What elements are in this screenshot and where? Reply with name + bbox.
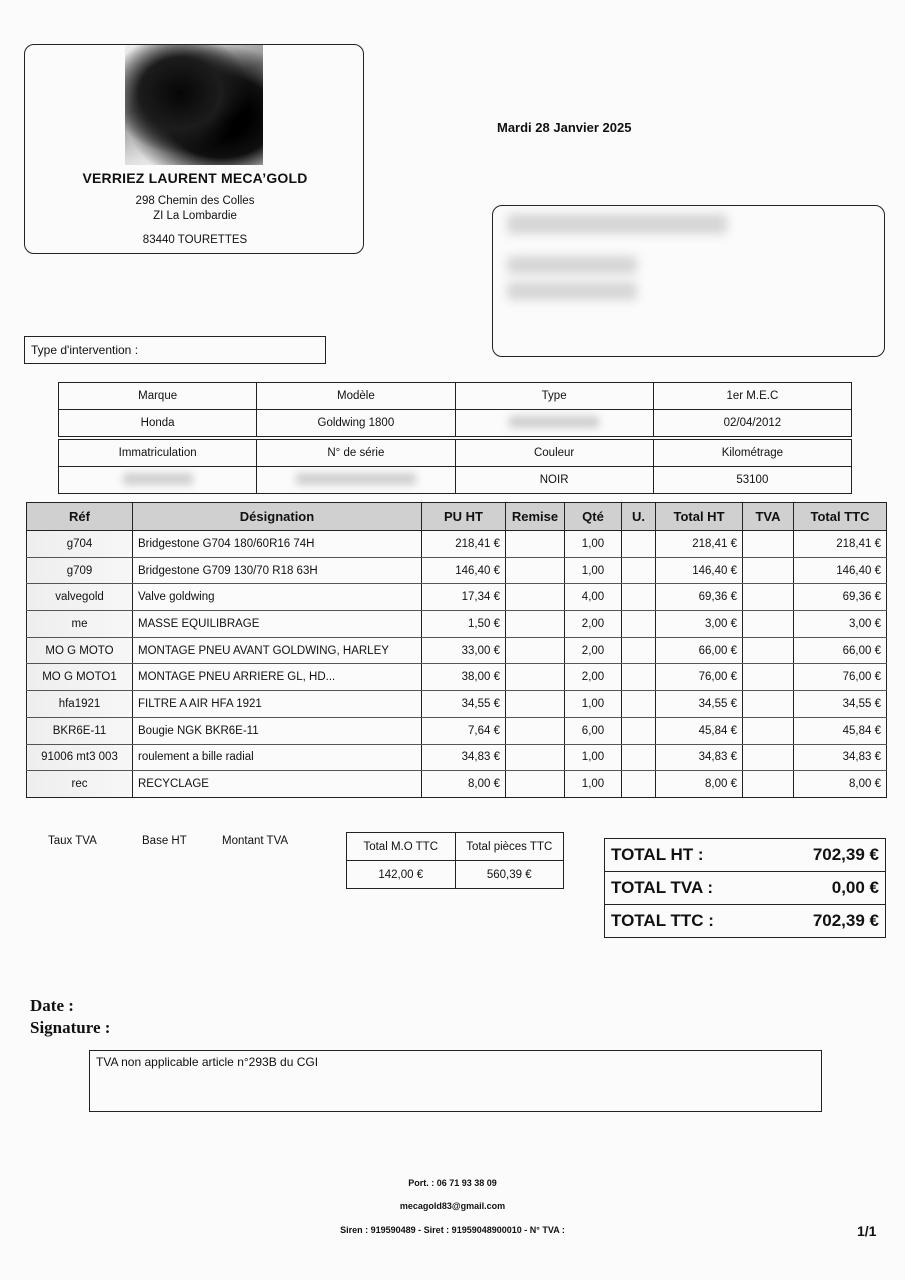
table-row — [27, 531, 887, 558]
cell-pu-ht: 8,00 € — [422, 771, 506, 798]
vehicle-value-serie — [257, 467, 455, 494]
cell-remise — [506, 637, 565, 664]
cell-remise — [506, 557, 565, 584]
cell-remise — [506, 717, 565, 744]
cell-total-ttc: 76,00 € — [794, 664, 887, 691]
intervention-type-field — [24, 336, 326, 364]
items-table — [26, 502, 887, 798]
vat-note-text: TVA non applicable article n°293B du CGI — [96, 1055, 319, 1069]
cell-remise — [506, 691, 565, 718]
immatriculation-redacted — [123, 473, 193, 485]
cell-pu-ht: 218,41 € — [422, 531, 506, 558]
cell-tva — [743, 584, 794, 611]
cell-tva — [743, 691, 794, 718]
cell-tva — [743, 717, 794, 744]
table-row — [27, 611, 887, 638]
cell-qte: 2,00 — [565, 664, 622, 691]
cell-designation: FILTRE A AIR HFA 1921 — [133, 691, 422, 718]
cell-pu-ht: 33,00 € — [422, 637, 506, 664]
cell-total-ht: 76,00 € — [656, 664, 743, 691]
col-header-pu-ht: PU HT — [422, 503, 506, 531]
vehicle-value-mec: 02/04/2012 — [653, 410, 851, 437]
cell-designation: RECYCLAGE — [133, 771, 422, 798]
cell-u — [622, 637, 656, 664]
cell-qte: 1,00 — [565, 744, 622, 771]
col-header-unit: U. — [622, 503, 656, 531]
cell-designation: Bougie NGK BKR6E-11 — [133, 717, 422, 744]
vehicle-table-2 — [58, 439, 852, 494]
total-ht-label: TOTAL HT : — [605, 839, 746, 872]
vehicle-type-redacted — [509, 416, 599, 428]
items-body — [27, 531, 887, 798]
cell-total-ht: 45,84 € — [656, 717, 743, 744]
document-date: Mardi 28 Janvier 2025 — [497, 120, 632, 135]
col-header-qte: Qté — [565, 503, 622, 531]
cell-u — [622, 584, 656, 611]
tva-rate-label: Taux TVA — [48, 835, 97, 847]
col-header-ref: Réf — [27, 503, 133, 531]
client-redacted-city — [507, 282, 637, 300]
subtotals-table — [346, 832, 564, 889]
company-address-line1: 298 Chemin des Colles — [135, 195, 255, 207]
cell-ref: hfa1921 — [27, 691, 133, 718]
cell-u — [622, 717, 656, 744]
footer-company-ids: Siren : 919590489 - Siret : 91959048900010 - N° TVA : — [340, 1225, 565, 1235]
table-row — [27, 744, 887, 771]
vat-note-box — [89, 1050, 822, 1112]
cell-remise — [506, 771, 565, 798]
cell-tva — [743, 637, 794, 664]
cell-designation: Bridgestone G704 180/60R16 74H — [133, 531, 422, 558]
cell-u — [622, 557, 656, 584]
cell-pu-ht: 17,34 € — [422, 584, 506, 611]
vehicle-value-immatriculation — [59, 467, 257, 494]
vehicle-header-kilometrage: Kilométrage — [653, 440, 851, 467]
company-address-line3: 83440 TOURETTES — [142, 234, 248, 246]
labour-total-label: Total M.O TTC — [347, 833, 456, 861]
vehicle-value-kilometrage: 53100 — [653, 467, 851, 494]
cell-pu-ht: 7,64 € — [422, 717, 506, 744]
table-row — [27, 664, 887, 691]
cell-tva — [743, 744, 794, 771]
company-address-line2: ZI La Lombardie — [153, 210, 237, 222]
cell-total-ttc: 3,00 € — [794, 611, 887, 638]
table-row — [27, 771, 887, 798]
total-tva-label: TOTAL TVA : — [605, 872, 746, 905]
vehicle-value-type — [455, 410, 653, 437]
vehicle-header-marque: Marque — [59, 383, 257, 410]
cell-total-ht: 66,00 € — [656, 637, 743, 664]
cell-total-ttc: 45,84 € — [794, 717, 887, 744]
cell-remise — [506, 744, 565, 771]
cell-u — [622, 771, 656, 798]
cell-total-ttc: 69,36 € — [794, 584, 887, 611]
cell-ref: valvegold — [27, 584, 133, 611]
table-row — [27, 717, 887, 744]
cell-qte: 6,00 — [565, 717, 622, 744]
cell-ref: me — [27, 611, 133, 638]
company-logo-photo — [125, 45, 263, 165]
cell-qte: 1,00 — [565, 557, 622, 584]
total-ttc-label: TOTAL TTC : — [605, 905, 746, 938]
serie-redacted — [296, 473, 416, 485]
cell-designation: Bridgestone G709 130/70 R18 63H — [133, 557, 422, 584]
footer-email: mecagold83@gmail.com — [399, 1201, 506, 1211]
cell-remise — [506, 611, 565, 638]
company-box — [24, 44, 364, 254]
cell-total-ttc: 34,55 € — [794, 691, 887, 718]
cell-ref: MO G MOTO — [27, 637, 133, 664]
tva-base-label: Base HT — [142, 835, 187, 847]
cell-tva — [743, 557, 794, 584]
client-redacted-address — [507, 256, 637, 274]
col-header-designation: Désignation — [133, 503, 422, 531]
cell-pu-ht: 38,00 € — [422, 664, 506, 691]
cell-designation: MONTAGE PNEU ARRIERE GL, HD... — [133, 664, 422, 691]
vehicle-value-modele: Goldwing 1800 — [257, 410, 455, 437]
vehicle-header-immatriculation: Immatriculation — [59, 440, 257, 467]
client-redacted-name — [507, 214, 727, 234]
footer-phone: Port. : 06 71 93 38 09 — [408, 1178, 497, 1188]
col-header-tva: TVA — [743, 503, 794, 531]
cell-pu-ht: 34,55 € — [422, 691, 506, 718]
page-number: 1/1 — [857, 1223, 877, 1239]
cell-u — [622, 611, 656, 638]
cell-total-ht: 34,55 € — [656, 691, 743, 718]
cell-qte: 1,00 — [565, 771, 622, 798]
total-ht-value: 702,39 € — [745, 839, 886, 872]
vehicle-value-marque: Honda — [59, 410, 257, 437]
cell-ref: g704 — [27, 531, 133, 558]
vehicle-value-couleur: NOIR — [455, 467, 653, 494]
intervention-type-label: Type d'intervention : — [31, 343, 139, 357]
cell-designation: Valve goldwing — [133, 584, 422, 611]
cell-u — [622, 691, 656, 718]
cell-total-ttc: 8,00 € — [794, 771, 887, 798]
vehicle-header-mec: 1er M.E.C — [653, 383, 851, 410]
cell-total-ttc: 218,41 € — [794, 531, 887, 558]
cell-total-ht: 69,36 € — [656, 584, 743, 611]
client-box — [492, 205, 885, 357]
cell-tva — [743, 664, 794, 691]
cell-designation: MASSE EQUILIBRAGE — [133, 611, 422, 638]
cell-remise — [506, 531, 565, 558]
date-label: Date : — [30, 996, 74, 1015]
cell-pu-ht: 1,50 € — [422, 611, 506, 638]
company-name: VERRIEZ LAURENT MECA’GOLD — [82, 170, 308, 186]
cell-total-ht: 3,00 € — [656, 611, 743, 638]
cell-ref: 91006 mt3 003 — [27, 744, 133, 771]
cell-qte: 1,00 — [565, 691, 622, 718]
tva-amount-label: Montant TVA — [222, 835, 289, 847]
cell-ref: rec — [27, 771, 133, 798]
cell-total-ht: 34,83 € — [656, 744, 743, 771]
cell-u — [622, 664, 656, 691]
table-row — [27, 584, 887, 611]
cell-total-ht: 146,40 € — [656, 557, 743, 584]
cell-total-ht: 8,00 € — [656, 771, 743, 798]
cell-designation: MONTAGE PNEU AVANT GOLDWING, HARLEY — [133, 637, 422, 664]
cell-tva — [743, 531, 794, 558]
cell-qte: 1,00 — [565, 531, 622, 558]
cell-ref: g709 — [27, 557, 133, 584]
parts-total-value: 560,39 € — [455, 861, 564, 889]
cell-remise — [506, 664, 565, 691]
cell-pu-ht: 146,40 € — [422, 557, 506, 584]
table-row — [27, 691, 887, 718]
cell-ref: BKR6E-11 — [27, 717, 133, 744]
cell-total-ttc: 66,00 € — [794, 637, 887, 664]
totals-table — [604, 838, 886, 938]
col-header-total-ht: Total HT — [656, 503, 743, 531]
total-ttc-value: 702,39 € — [745, 905, 886, 938]
total-tva-value: 0,00 € — [745, 872, 886, 905]
cell-tva — [743, 771, 794, 798]
labour-total-value: 142,00 € — [347, 861, 456, 889]
cell-qte: 2,00 — [565, 637, 622, 664]
vehicle-header-type: Type — [455, 383, 653, 410]
signature-label: Signature : — [30, 1018, 111, 1037]
table-row — [27, 637, 887, 664]
cell-u — [622, 531, 656, 558]
vehicle-header-couleur: Couleur — [455, 440, 653, 467]
cell-remise — [506, 584, 565, 611]
col-header-total-ttc: Total TTC — [794, 503, 887, 531]
cell-qte: 4,00 — [565, 584, 622, 611]
cell-total-ttc: 34,83 € — [794, 744, 887, 771]
table-row — [27, 557, 887, 584]
vehicle-header-modele: Modèle — [257, 383, 455, 410]
cell-designation: roulement a bille radial — [133, 744, 422, 771]
parts-total-label: Total pièces TTC — [455, 833, 564, 861]
cell-total-ttc: 146,40 € — [794, 557, 887, 584]
cell-total-ht: 218,41 € — [656, 531, 743, 558]
cell-tva — [743, 611, 794, 638]
vehicle-header-serie: N° de série — [257, 440, 455, 467]
cell-pu-ht: 34,83 € — [422, 744, 506, 771]
col-header-remise: Remise — [506, 503, 565, 531]
cell-qte: 2,00 — [565, 611, 622, 638]
vehicle-table-1 — [58, 382, 852, 437]
cell-u — [622, 744, 656, 771]
cell-ref: MO G MOTO1 — [27, 664, 133, 691]
